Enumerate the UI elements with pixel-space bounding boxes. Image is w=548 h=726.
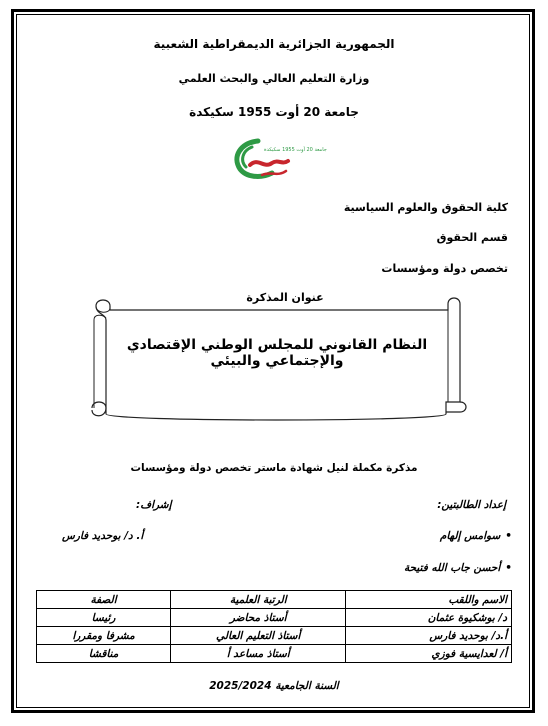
specialty-name: تخصص دولة ومؤسسات xyxy=(381,262,508,275)
jury-header-rank: الرتبة العلمية xyxy=(171,591,346,609)
jury-role: مشرفا ومقررا xyxy=(37,627,171,645)
degree-line: مذكرة مكملة لنيل شهادة ماستر تخصص دولة ومؤسسات xyxy=(130,462,418,474)
memo-label: عنوان المذكرة xyxy=(240,291,330,304)
university-logo-icon xyxy=(222,135,327,185)
jury-rank: أستاذ مساعد أ xyxy=(171,645,346,663)
jury-role: رئيسا xyxy=(37,609,171,627)
supervisor-name: أ. د/ بوحديد فارس xyxy=(62,530,144,542)
academic-year: السنة الجامعية 2025/2024 xyxy=(209,680,339,692)
jury-rank: أستاذ محاضر xyxy=(171,609,346,627)
student-name-1: • سوامس إلهام xyxy=(440,530,512,542)
ministry-heading: وزارة التعليم العالي والبحث العلمي xyxy=(178,72,370,85)
jury-header-row xyxy=(37,591,512,609)
jury-header-role: الصفة xyxy=(37,591,171,609)
memo-title: النظام القانوني للمجلس الوطني الإقتصادي والإجتماعي والبيئي xyxy=(126,337,428,369)
jury-name: أ/ لعدايسية فوزي xyxy=(346,645,512,663)
jury-table xyxy=(36,590,512,663)
jury-name: د/ بوشكيوة عثمان xyxy=(346,609,512,627)
supervisor-label: إشراف: xyxy=(136,499,172,511)
student-name-2: • أحسن جاب الله فتيحة xyxy=(404,562,512,574)
table-row xyxy=(37,627,512,645)
jury-header-name: الاسم واللقب xyxy=(346,591,512,609)
jury-role: مناقشا xyxy=(37,645,171,663)
students-label: إعداد الطالبتين: xyxy=(437,499,506,511)
logo-text: جامعة 20 أوت 1955 سكيكدة xyxy=(264,147,327,153)
table-row xyxy=(37,609,512,627)
college-name: كلية الحقوق والعلوم السياسية xyxy=(343,201,508,214)
jury-name: أ.د/ بوحديد فارس xyxy=(346,627,512,645)
republic-heading: الجمهورية الجزائرية الديمقراطية الشعبية xyxy=(153,37,395,51)
university-heading: جامعة 20 أوت 1955 سكيكدة xyxy=(189,105,359,119)
department-name: قسم الحقوق xyxy=(436,231,508,244)
jury-rank: أستاذ التعليم العالي xyxy=(171,627,346,645)
table-row xyxy=(37,645,512,663)
